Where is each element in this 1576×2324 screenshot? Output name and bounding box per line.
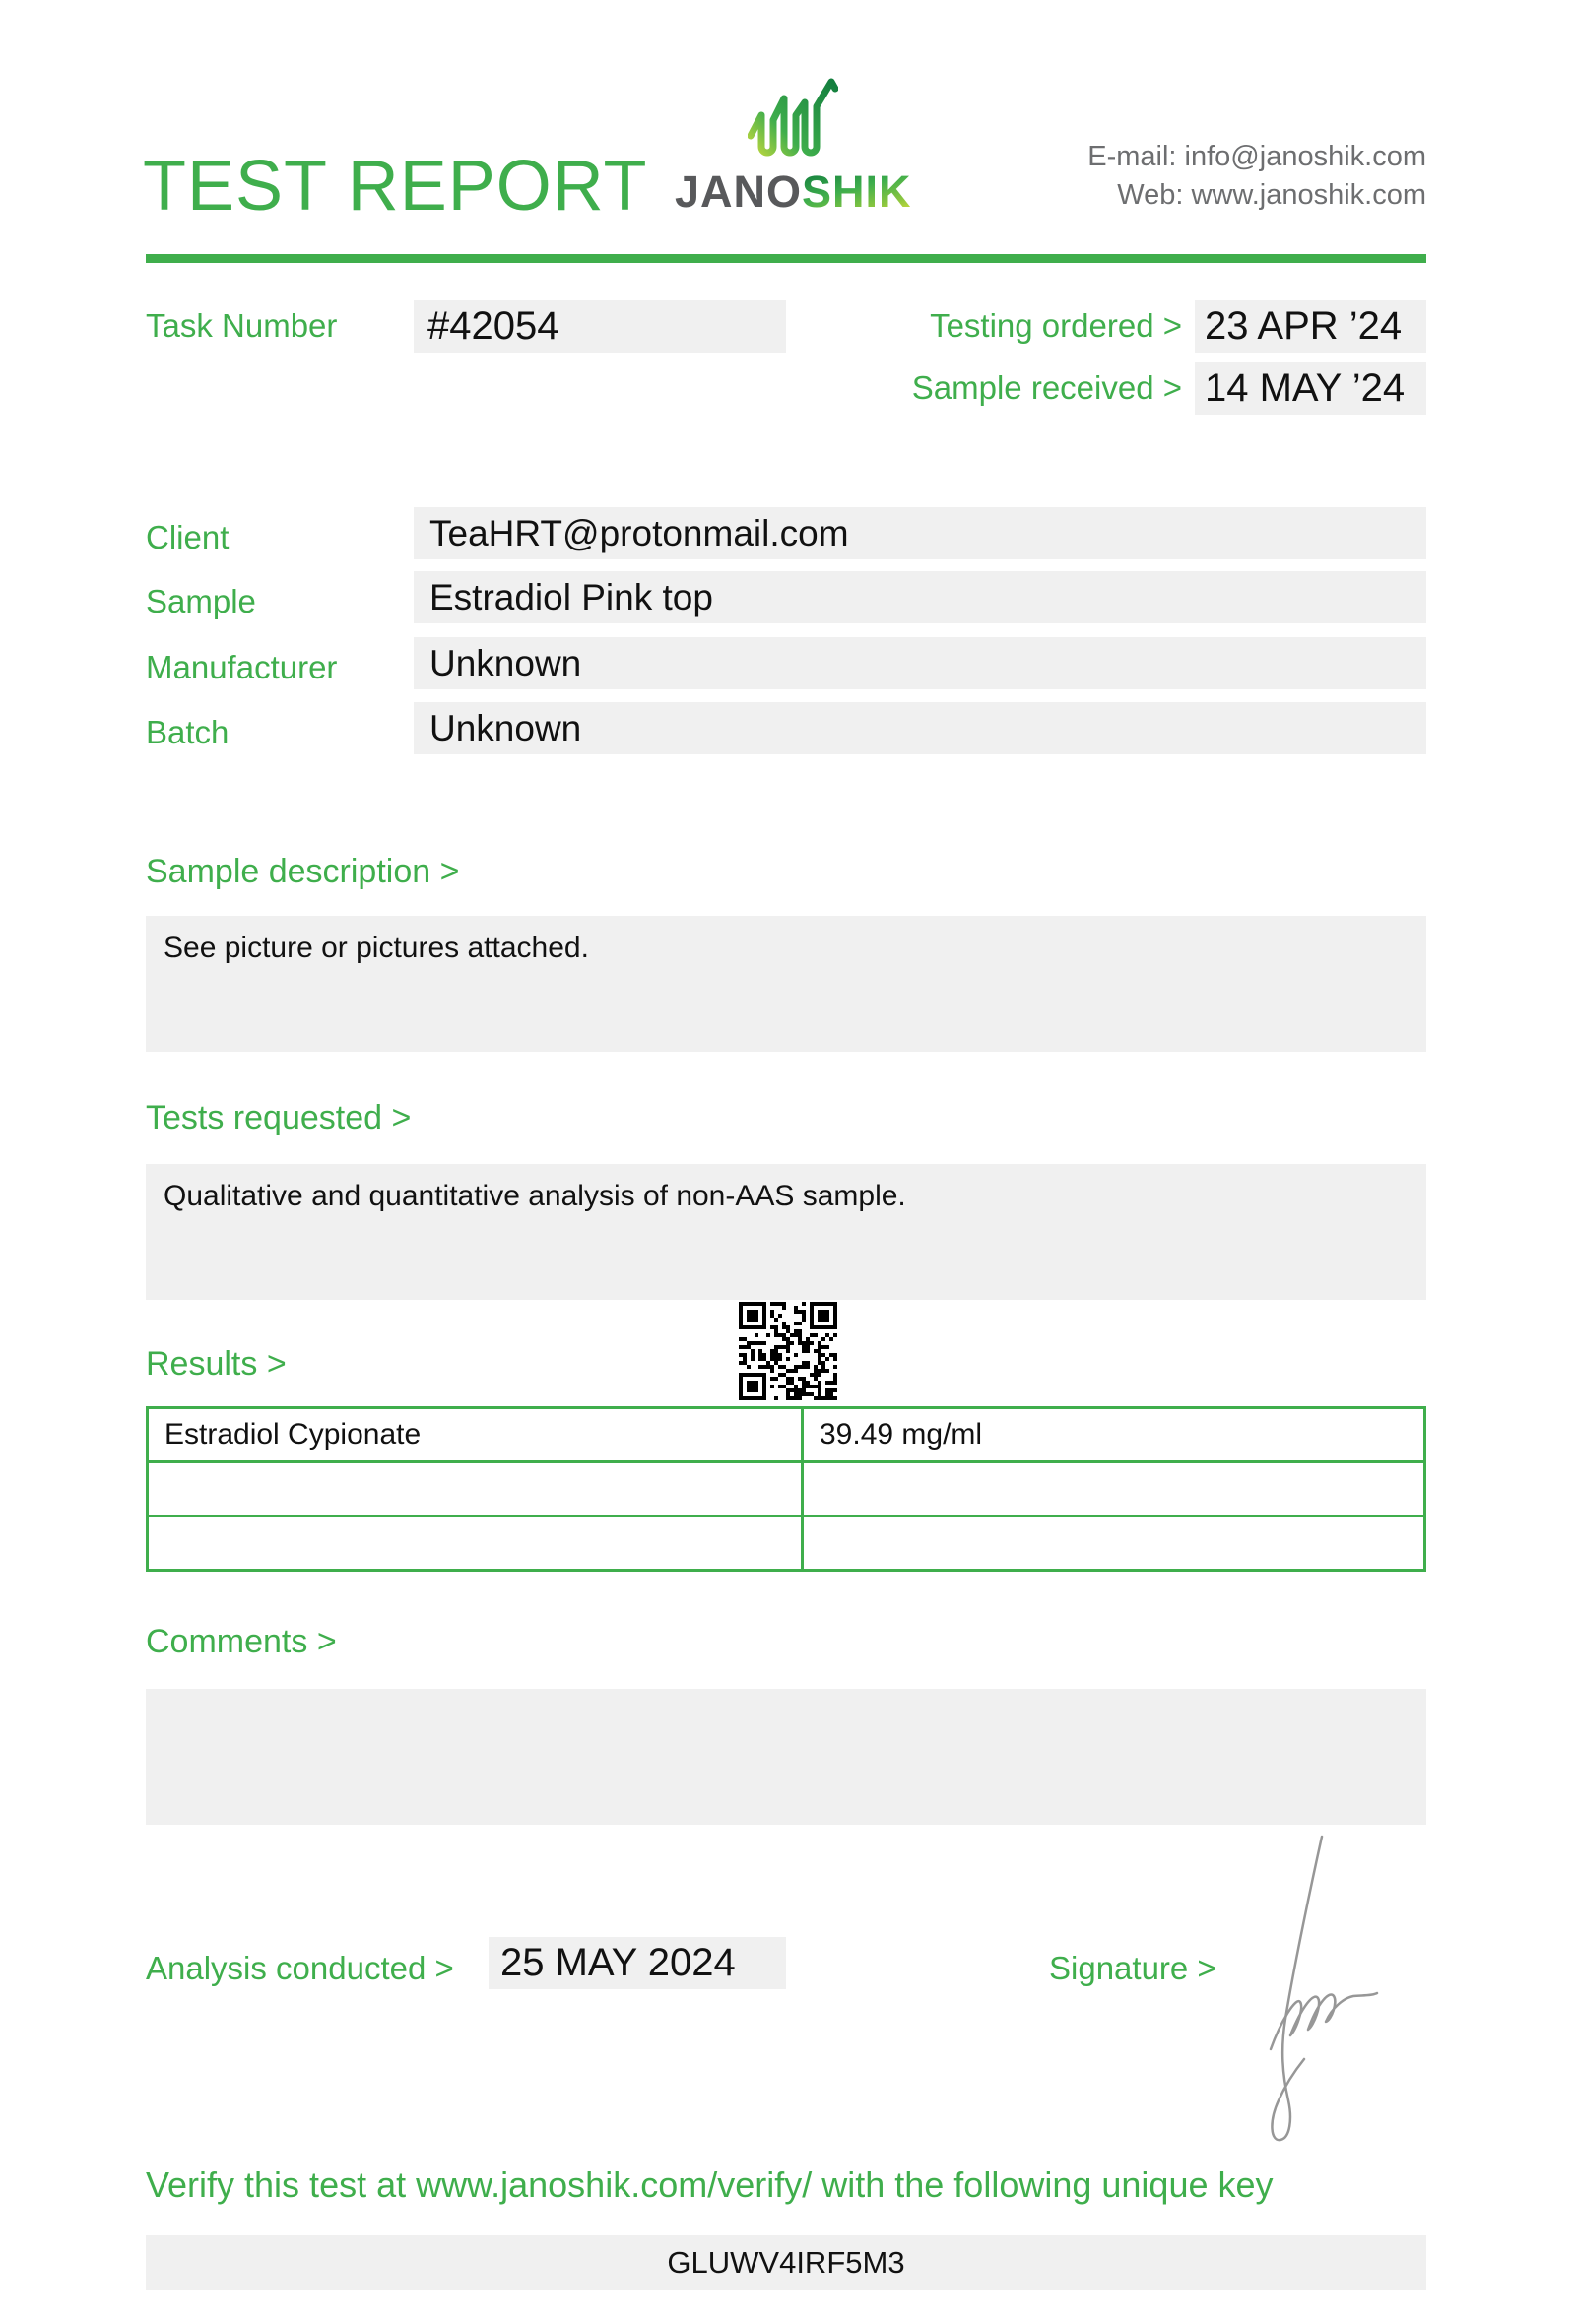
tests-requested-box xyxy=(146,1164,1426,1300)
sample-description-text: See picture or pictures attached. xyxy=(164,932,589,964)
logo-word-green: SHIK xyxy=(802,166,912,217)
testing-ordered-value: 23 APR ’24 xyxy=(1205,304,1403,348)
results-row xyxy=(148,1517,1425,1571)
testing-ordered-label: Testing ordered > xyxy=(930,307,1182,344)
task-number-label: Task Number xyxy=(146,307,338,344)
logo xyxy=(675,77,911,218)
result-value-cell xyxy=(803,1517,1425,1571)
verify-key-box xyxy=(146,2235,1426,2290)
contact-info xyxy=(1087,138,1426,215)
tests-requested-text: Qualitative and quantitative analysis of non-AAS sample. xyxy=(164,1180,906,1212)
task-number-value: #42054 xyxy=(427,304,559,348)
sample-received-label: Sample received > xyxy=(911,369,1182,406)
results-row xyxy=(148,1408,1425,1462)
signature-label: Signature > xyxy=(1049,1950,1216,1986)
verify-key-value: GLUWV4IRF5M3 xyxy=(667,2245,905,2280)
result-analyte-cell xyxy=(148,1517,803,1571)
tests-requested-header: Tests requested > xyxy=(146,1099,412,1136)
sample-value-box xyxy=(414,571,1426,623)
logo-chart-icon xyxy=(748,149,838,165)
sample-description-box xyxy=(146,916,1426,1052)
batch-label: Batch xyxy=(146,714,230,750)
batch-value-box xyxy=(414,702,1426,754)
client-value: TeaHRT@protonmail.com xyxy=(429,513,849,553)
result-value-cell: 39.49 mg/ml xyxy=(803,1408,1425,1462)
results-header: Results > xyxy=(146,1345,287,1383)
result-analyte-cell: Estradiol Cypionate xyxy=(148,1408,803,1462)
testing-ordered-value-box xyxy=(1195,300,1426,353)
page-title: TEST REPORT xyxy=(143,147,648,226)
signature-icon xyxy=(1253,1827,1401,2162)
contact-email-line: E-mail: info@janoshik.com xyxy=(1087,141,1426,172)
logo-wordmark xyxy=(675,166,911,218)
comments-text xyxy=(146,1689,1426,1720)
sample-received-value: 14 MAY ’24 xyxy=(1205,366,1406,410)
sample-value: Estradiol Pink top xyxy=(429,577,713,617)
qr-code xyxy=(739,1302,837,1400)
manufacturer-value: Unknown xyxy=(429,643,582,683)
client-label: Client xyxy=(146,519,230,555)
task-number-value-box xyxy=(414,300,786,353)
comments-header: Comments > xyxy=(146,1623,337,1660)
header-divider xyxy=(146,254,1426,263)
contact-web-line: Web: www.janoshik.com xyxy=(1117,179,1426,211)
comments-box xyxy=(146,1689,1426,1825)
client-value-box xyxy=(414,507,1426,559)
logo-word-dark: JANO xyxy=(675,166,803,217)
result-value-cell xyxy=(803,1462,1425,1517)
manufacturer-label: Manufacturer xyxy=(146,649,338,685)
analysis-conducted-label: Analysis conducted > xyxy=(146,1950,454,1986)
sample-description-header: Sample description > xyxy=(146,853,460,890)
analysis-date-box xyxy=(489,1937,786,1989)
verify-instruction: Verify this test at www.janoshik.com/verify/ with the following unique key xyxy=(146,2164,1274,2205)
batch-value: Unknown xyxy=(429,708,582,748)
sample-label: Sample xyxy=(146,583,256,619)
results-row xyxy=(148,1462,1425,1517)
manufacturer-value-box xyxy=(414,637,1426,689)
sample-received-value-box xyxy=(1195,362,1426,415)
results-table xyxy=(146,1406,1426,1572)
analysis-date-value: 25 MAY 2024 xyxy=(500,1941,736,1984)
result-analyte-cell xyxy=(148,1462,803,1517)
